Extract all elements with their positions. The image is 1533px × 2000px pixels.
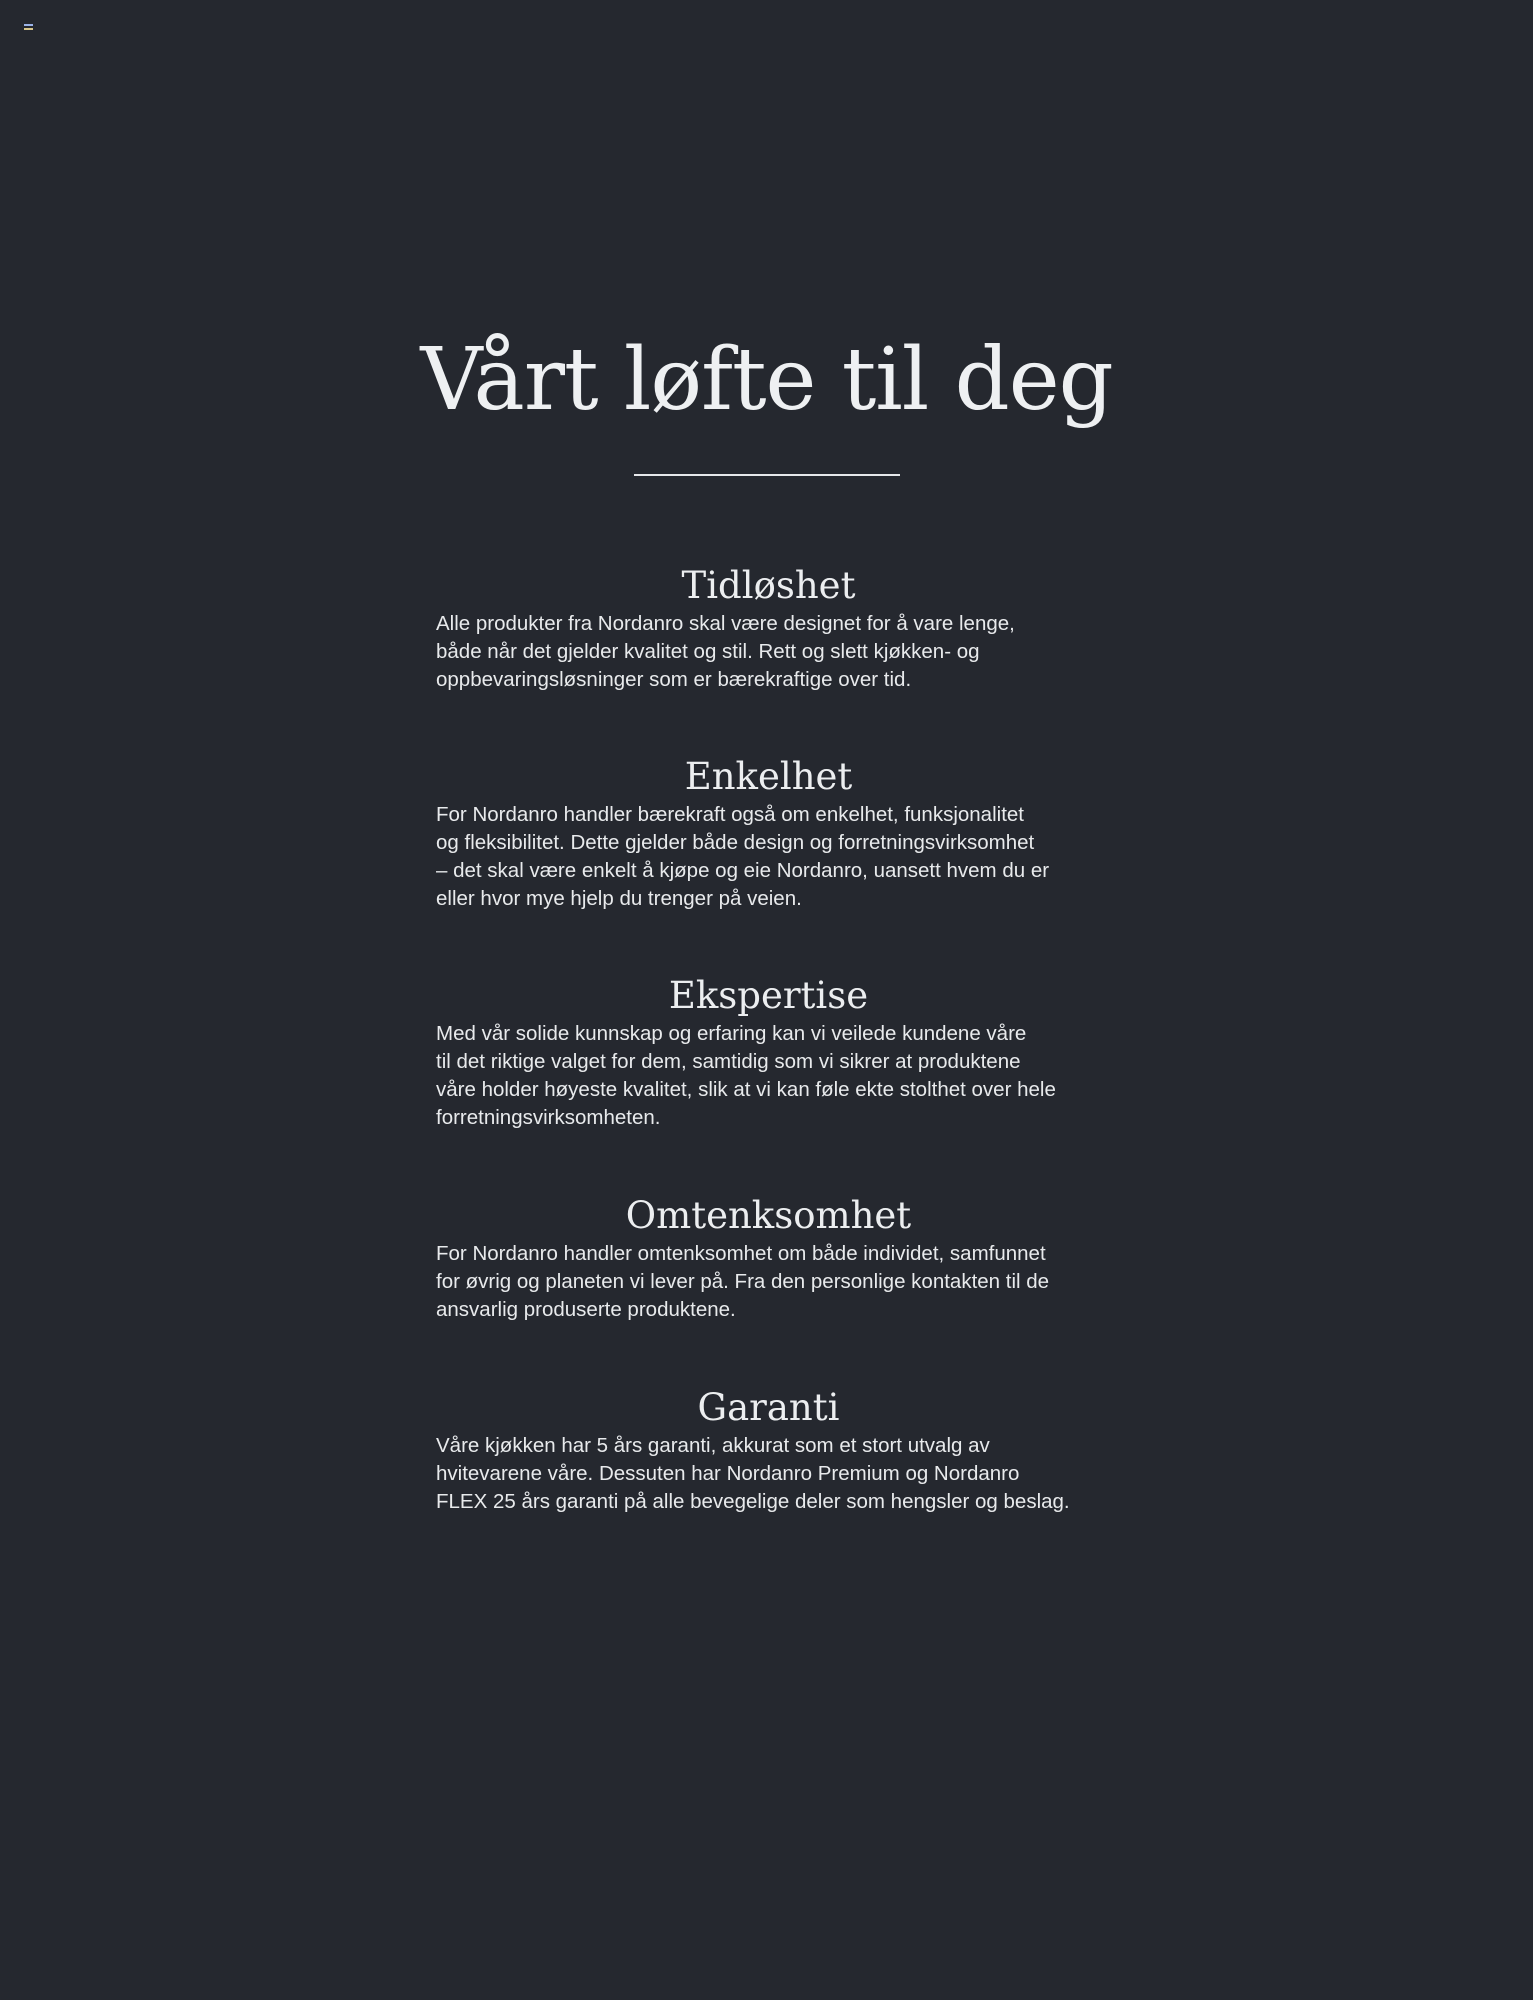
title-divider (634, 474, 900, 476)
body-line: oppbevaringsløsninger som er bærekraftige over tid. (436, 668, 912, 691)
body-line: hvitevarene våre. Dessuten har Nordanro Premium og Nordanro (436, 1462, 1020, 1485)
body-line: og fleksibilitet. Dette gjelder både design og forretningsvirksomhet (436, 831, 1035, 854)
body-line: forretningsvirksomheten. (436, 1106, 661, 1129)
section-body (436, 801, 1101, 913)
body-line: For Nordanro handler omtenksomhet om både individet, samfunnet (436, 1242, 1046, 1265)
page-title: Vårt løfte til deg (420, 330, 1113, 430)
section-body (436, 610, 1101, 694)
section-heading: Enkelhet (684, 755, 853, 798)
body-line: våre holder høyeste kvalitet, slik at vi kan føle ekte stolthet over hele (436, 1078, 1056, 1101)
section-omtenksomhet (436, 1192, 1101, 1324)
section-body (436, 1020, 1101, 1132)
section-heading: Ekspertise (668, 974, 869, 1017)
section-body (436, 1240, 1101, 1324)
section-heading: Tidløshet (681, 564, 856, 607)
body-line: eller hvor mye hjelp du trenger på veien. (436, 887, 802, 910)
body-line: ansvarlig produserte produktene. (436, 1298, 736, 1321)
section-heading: Garanti (697, 1386, 840, 1429)
body-line: Med vår solide kunnskap og erfaring kan vi veilede kundene våre (436, 1022, 1027, 1045)
body-line: For Nordanro handler bærekraft også om enkelhet, funksjonalitet (436, 803, 1024, 826)
menu-icon[interactable] (24, 24, 33, 30)
section-enkelhet (436, 753, 1101, 913)
section-garanti (436, 1384, 1101, 1516)
body-line: Våre kjøkken har 5 års garanti, akkurat som et stort utvalg av (436, 1434, 990, 1457)
body-line: Alle produkter fra Nordanro skal være designet for å vare lenge, (436, 612, 1015, 635)
menu-icon-bar-bottom (24, 28, 33, 30)
body-line: både når det gjelder kvalitet og stil. Rett og slett kjøkken- og (436, 640, 980, 663)
section-body (436, 1432, 1101, 1516)
body-line: – det skal være enkelt å kjøpe og eie Nordanro, uansett hvem du er (436, 859, 1050, 882)
section-tidloshet (436, 562, 1101, 694)
menu-icon-bar-top (24, 24, 33, 26)
section-ekspertise (436, 972, 1101, 1132)
body-line: FLEX 25 års garanti på alle bevegelige deler som hengsler og beslag. (436, 1490, 1070, 1513)
body-line: til det riktige valget for dem, samtidig som vi sikrer at produktene (436, 1050, 1021, 1073)
body-line: for øvrig og planeten vi lever på. Fra den personlige kontakten til de (436, 1270, 1050, 1293)
section-heading: Omtenksomhet (625, 1194, 912, 1237)
